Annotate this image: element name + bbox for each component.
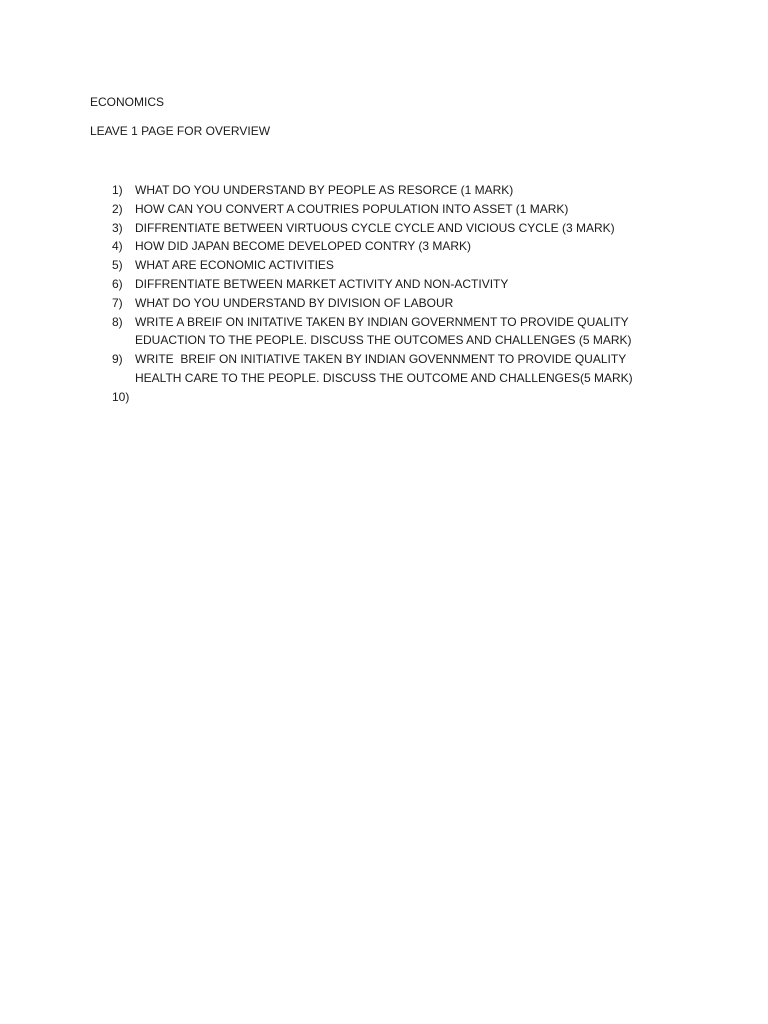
document-title: ECONOMICS (90, 95, 165, 109)
list-item (112, 200, 672, 219)
list-item (112, 237, 672, 256)
list-item (112, 313, 672, 351)
document-instruction: LEAVE 1 PAGE FOR OVERVIEW (90, 124, 271, 138)
question-number: 8) (112, 314, 123, 329)
question-number: 9) (112, 352, 123, 367)
question-number: 4) (112, 239, 123, 254)
question-text: WHAT DO YOU UNDERSTAND BY DIVISION OF LABOUR (135, 295, 454, 310)
question-text: DIFFRENTIATE BETWEEN VIRTUOUS CYCLE CYCLE AND VICIOUS CYCLE (3 MARK) (135, 220, 615, 235)
list-item (112, 275, 672, 294)
list-item (112, 256, 672, 275)
question-number: 2) (112, 201, 123, 216)
question-text: WRITE BREIF ON INITIATIVE TAKEN BY INDIAN GOVENNMENT TO PROVIDE QUALITY HEALTH CARE TO THE PEOPLE. DISCUSS THE OUTCOME AND CHALLENGES(5 MARK) (135, 352, 633, 385)
question-text (135, 388, 672, 407)
question-number: 7) (112, 295, 123, 310)
question-number: 10) (112, 389, 130, 404)
question-list (112, 181, 672, 407)
list-item (112, 350, 672, 388)
list-item (112, 294, 672, 313)
list-item (112, 219, 672, 238)
list-item (112, 388, 672, 407)
question-text: HOW CAN YOU CONVERT A COUTRIES POPULATION INTO ASSET (1 MARK) (135, 201, 569, 216)
question-number: 5) (112, 258, 123, 273)
list-item (112, 181, 672, 200)
question-number: 1) (112, 183, 123, 197)
question-text: WHAT ARE ECONOMIC ACTIVITIES (135, 258, 334, 273)
question-text: DIFFRENTIATE BETWEEN MARKET ACTIVITY AND NON-ACTIVITY (135, 276, 509, 291)
question-number: 3) (112, 220, 123, 235)
question-number: 6) (112, 276, 123, 291)
question-text: WHAT DO YOU UNDERSTAND BY PEOPLE AS RESORCE (1 MARK) (135, 183, 514, 197)
question-text: WRITE A BREIF ON INITATIVE TAKEN BY INDIAN GOVERNMENT TO PROVIDE QUALITY EDUACTION TO THE PEOPLE. DISCUSS THE OUTCOMES AND CHALLENGES (5 MARK) (135, 314, 632, 348)
question-text: HOW DID JAPAN BECOME DEVELOPED CONTRY (3 MARK) (135, 239, 472, 254)
